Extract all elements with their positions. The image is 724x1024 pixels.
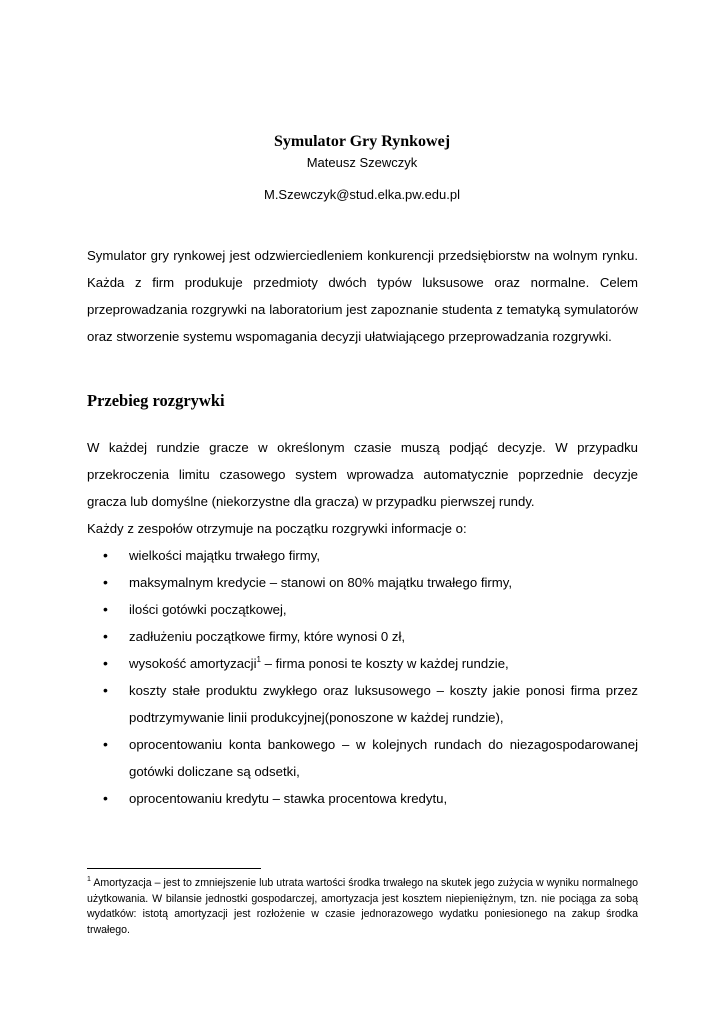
list-item: • oprocentowaniu kredytu – stawka procentowa kredytu, [87,785,638,812]
list-item: • maksymalnym kredycie – stanowi on 80% majątku trwałego firmy, [87,569,638,596]
footnote [87,876,638,938]
list-item: • zadłużeniu początkowe firmy, które wynosi 0 zł, [87,623,638,650]
section-heading: Przebieg rozgrywki [87,391,225,410]
intro-paragraph: Symulator gry rynkowej jest odzwierciedleniem konkurencji przedsiębiorstw na wolnym rynku. Każda z firm produkuje przedmioty dwóch typów luksusowe oraz normalne. Celem przeprowadzania rozgrywki na laboratorium jest zapoznanie studenta z tematyką symulatorów oraz stworzenie systemu wspomagania decyzji ułatwiającego przeprowadzania rozgrywki. [87,248,638,344]
footnote-separator [87,868,261,869]
footnote-reference[interactable]: 1 [256,655,261,664]
list-intro: Każdy z zespołów otrzymuje na początku rozgrywki informacje o: [87,521,467,536]
footnote-text: Amortyzacja – jest to zmniejszenie lub utrata wartości środka trwałego na skutek jego zużycia w wyniku normalnego użytkowania. W bilansie jednostki gospodarczej, amortyzacja jest kosztem niepieniężnym, tzn. nie pociąga za sobą wydatków: istotą amortyzacji jest rozłożenie w czasie jednorazowego wydatku poniesionego na zakup środka trwałego. [87,877,638,936]
author-email: M.Szewczyk@stud.elka.pw.edu.pl [263,187,460,202]
footnote-mark: 1 [87,876,91,883]
list-item: • oprocentowaniu konta bankowego – w kolejnych rundach do niezagospodarowanej gotówki doliczane są odsetki, [87,731,638,785]
list-item: • wysokość amortyzacji$^1$ – firma ponosi te koszty w każdej rundzie, [87,650,638,677]
list-item: • ilości gotówki początkowej, [87,596,638,623]
document-title: Symulator Gry Rynkowej [273,133,451,150]
list-item: • koszty stałe produktu zwykłego oraz luksusowego – koszty jakie ponosi firma przez podtrzymywanie linii produkcyjnej(ponoszone w każdej rundzie), [87,677,638,731]
author-name: Mateusz Szewczyk [306,155,418,170]
round-paragraph: W każdej rundzie gracze w określonym czasie muszą podjąć decyzje. W przypadku przekroczenia limitu czasowego system wprowadza automatycznie poprzednie decyzje gracza lub domyślne (niekorzystne dla gracza) w przypadku pierwszej rundy. [87,440,638,509]
list-item: • wielkości majątku trwałego firmy, [87,542,638,569]
info-list [87,542,638,812]
